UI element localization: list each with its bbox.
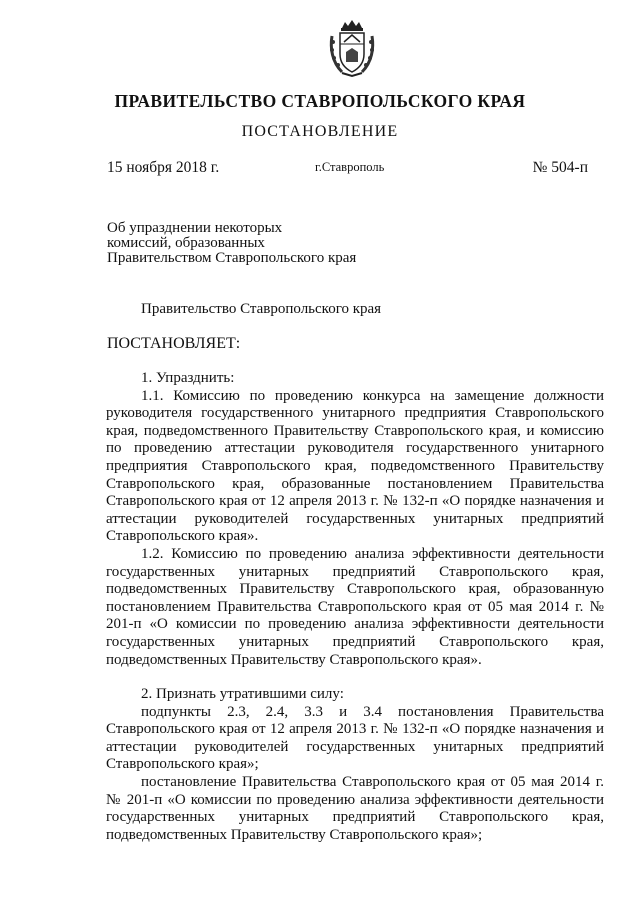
item-1-2: 1.2. Комиссию по проведению анализа эффективности деятельности государственных унитарных предприятий Ставропольского края, подведомственных Правительству Ставропольского края, образованную постановлением Правительства Ставропольского края от 05 мая 2014 г. № 201-п «О комиссии по проведению анализа эффективности деятельности государственных унитарных предприятий Ставропольского края, подведомственных Правительству Ставропольского края». [106,545,604,668]
document-subject [107,221,356,266]
intro-text: Правительство Ставропольского края [141,301,382,317]
item-2-b: постановление Правительства Ставропольского края от 05 мая 2014 г. № 201-п «О комиссии по проведению анализа эффективности деятельности государственных унитарных предприятий Ставропольского края, подведомственных Правительству Ставропольского края»; [106,774,604,843]
coat-of-arms-icon [328,18,376,78]
document-body [106,370,604,844]
item-2-a: подпункты 2.3, 2.4, 3.3 и 3.4 постановления Правительства Ставропольского края от 12 апреля 2013 г. № 132-п «О порядке назначения и аттестации руководителей государственных унитарных предприятий Ставропольского края»; [106,703,604,773]
item-1-1: 1.1. Комиссию по проведению конкурса на замещение должности руководителя государственного унитарного предприятия Ставропольского края, подведомственного Правительству Ставропольского края, и комиссию по проведению аттестации руководителя государственного унитарного предприятия Ставропольского края, подведомственного Правительству Ставропольского края, образованные постановлением Правительства Ставропольского края от 12 апреля 2013 г. № 132-п «О порядке назначения и аттестации руководителей государственных унитарных предприятий Ставропольского края». [106,387,604,545]
subject-line: Об упразднении некоторых [107,220,283,236]
item-2-title: 2. Признать утратившими силу: [141,686,344,703]
document-date: 15 ноября 2018 г. [107,159,220,176]
subject-line: комиссий, образованных [107,235,265,251]
document-type: ПОСТАНОВЛЕНИЕ [241,123,399,140]
government-title: ПРАВИТЕЛЬСТВО СТАВРОПОЛЬСКОГО КРАЯ [114,91,526,111]
document-city: г.Ставрополь [315,160,385,174]
decree-word: ПОСТАНОВЛЯЕТ: [107,335,241,352]
subject-line: Правительством Ставропольского края [107,250,357,266]
document-number: № 504-п [532,159,588,176]
item-1-title: 1. Упразднить: [141,370,235,386]
